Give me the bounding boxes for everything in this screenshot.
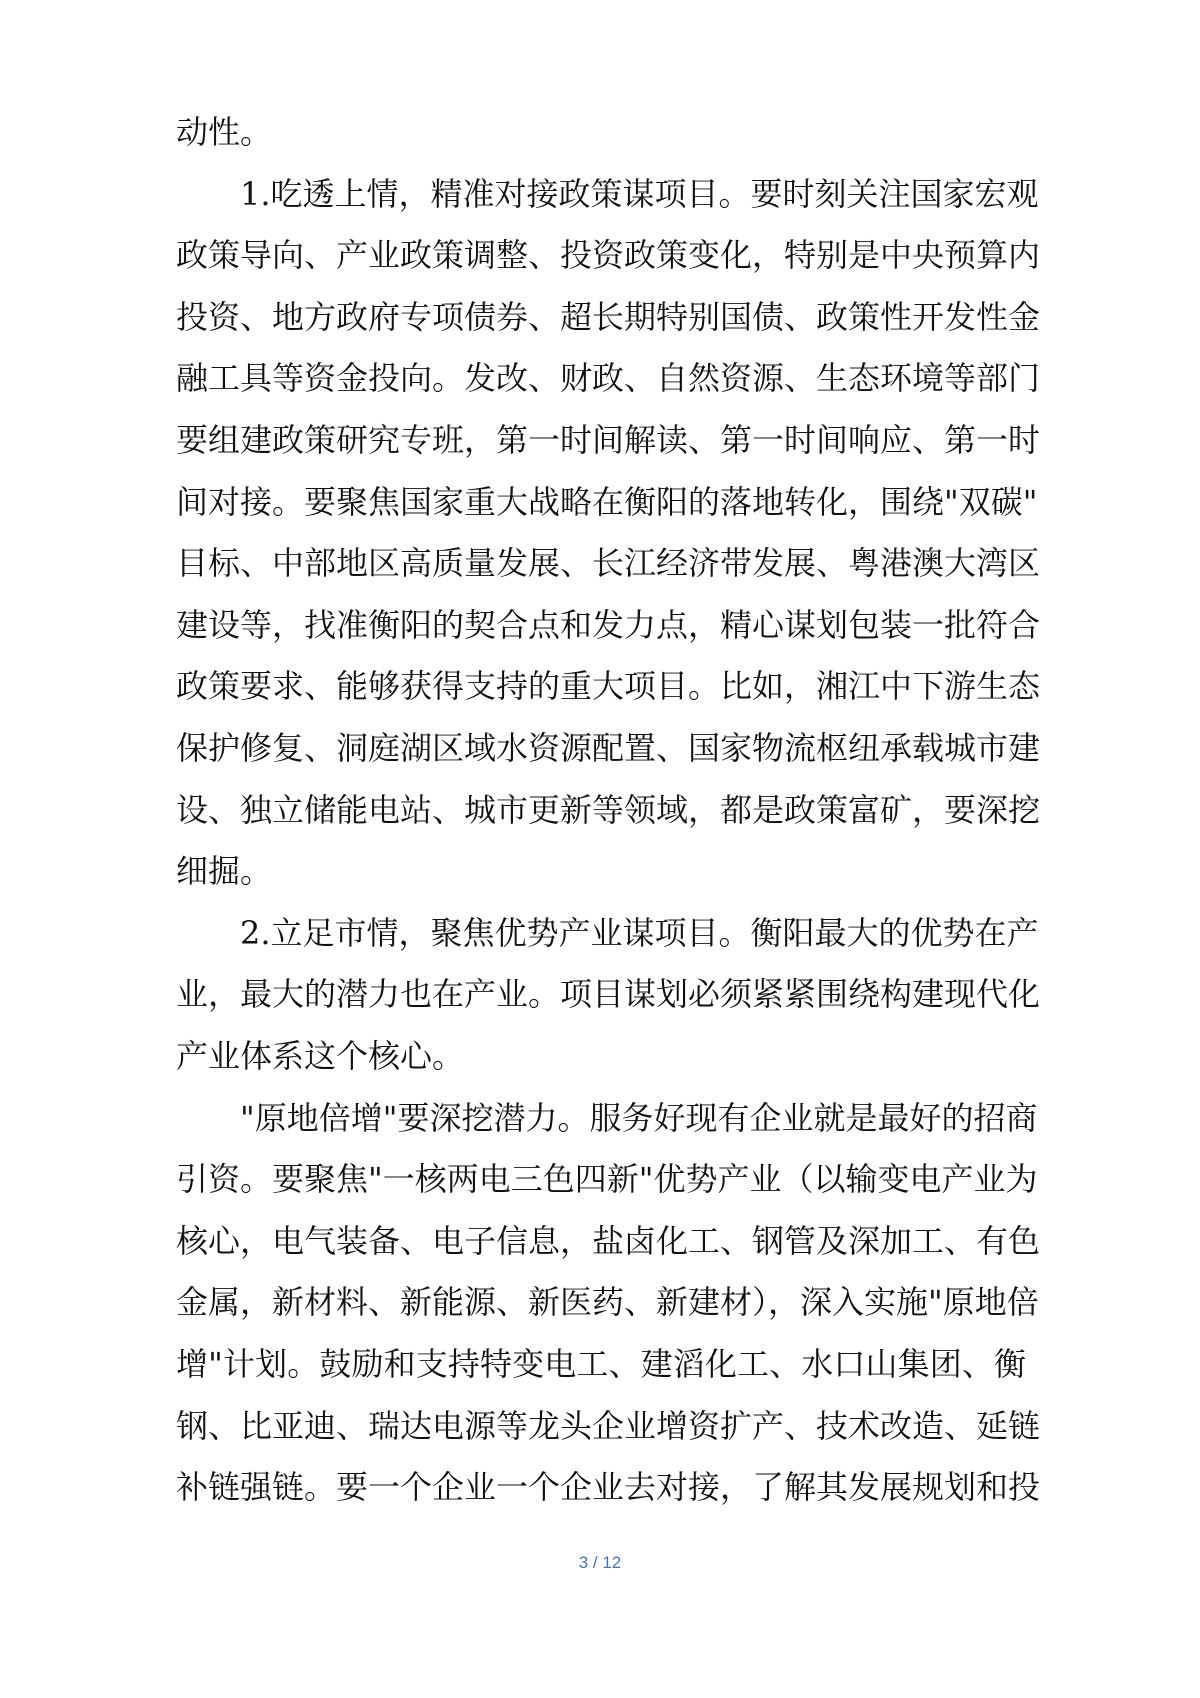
text-line: 引资。要聚焦"一核两电三色四新"优势产业（以输变电产业为 [176,1160,1038,1199]
text-line: 要组建政策研究专班，第一时间解读、第一时间响应、第一时 [176,421,1041,459]
text-line: 钢、比亚迪、瑞达电源等龙头企业增资扩产、技术改造、延链 [176,1406,1041,1445]
text-line: 2.立足市情，聚焦优势产业谋项目。衡阳最大的优势在产 [240,913,1039,952]
text-line: 1.吃透上情，精准对接政策谋项目。要时刻关注国家宏观 [240,174,1039,213]
text-line: 建设等，找准衡阳的契合点和发力点，精心谋划包装一批符合 [176,605,1041,644]
text-line: 增"计划。鼓励和支持特变电工、建滔化工、水口山集团、衡 [176,1345,1026,1383]
text-line: 投资、地方政府专项债券、超长期特别国债、政策性开发性金 [176,297,1041,336]
text-line: 核心，电气装备、电子信息，盐卤化工、钢管及深加工、有色 [176,1221,1041,1260]
text-line: 补链强链。要一个企业一个企业去对接，了解其发展规划和投 [176,1468,1041,1507]
text-line: 金属，新材料、新能源、新医药、新建材），深入实施"原地倍 [176,1283,1039,1322]
text-line: 间对接。要聚焦国家重大战略在衡阳的落地转化，围绕"双碳" [176,482,1038,521]
text-line: 政策导向、产业政策调整、投资政策变化，特别是中央预算内 [176,236,1041,275]
text-line: 业，最大的潜力也在产业。项目谋划必须紧紧围绕构建现代化 [176,975,1041,1014]
text-line: 目标、中部地区高质量发展、长江经济带发展、粤港澳大湾区 [176,544,1041,583]
text-line: "原地倍增"要深挖潜力。服务好现有企业就是最好的招商 [240,1098,1038,1137]
text-line: 细掘。 [176,852,273,891]
text-line: 保护修复、洞庭湖区域水资源配置、国家物流枢纽承载城市建 [176,729,1041,767]
text-line: 政策要求、能够获得支持的重大项目。比如，湘江中下游生态 [176,667,1041,706]
text-line: 融工具等资金投向。发改、财政、自然资源、生态环境等部门 [176,359,1041,398]
text-line: 设、独立储能电站、城市更新等领域，都是政策富矿，要深挖 [176,790,1041,829]
text-line: 产业体系这个核心。 [176,1037,465,1075]
page-number: 3 / 12 [578,1553,622,1572]
text-line: 动性。 [176,113,273,151]
